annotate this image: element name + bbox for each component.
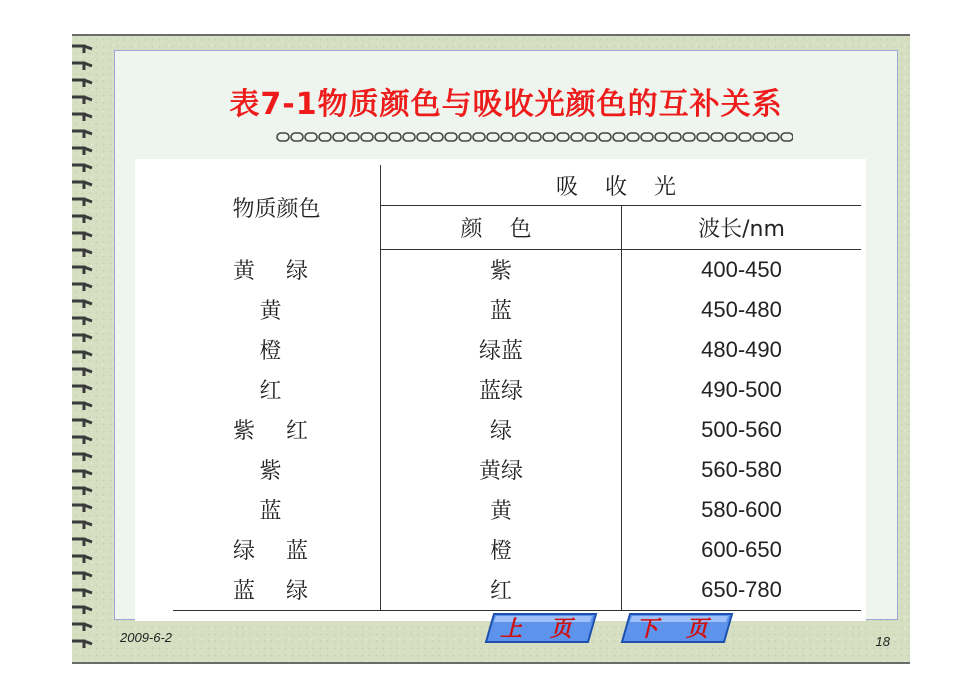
cell-material: 紫: [173, 450, 381, 490]
header-wavelength: 波长/nm: [622, 206, 862, 249]
cell-material: 蓝 绿: [173, 570, 381, 611]
cell-absorbed: 黄: [381, 490, 622, 530]
header-material-color: 物质颜色: [173, 165, 381, 249]
cell-wavelength: 500-560: [701, 416, 782, 442]
cell-material: 黄: [173, 290, 381, 330]
cell-absorbed: 红: [381, 570, 622, 611]
prev-page-button[interactable]: [484, 610, 598, 644]
cell-wavelength: 600-650: [701, 536, 782, 562]
cell-material: 紫 红: [173, 410, 381, 450]
table-row: [173, 570, 861, 611]
prev-page-label: 上 页: [500, 616, 582, 642]
slide-date: 2009-6-2: [120, 630, 173, 645]
page-number: 18: [875, 634, 890, 649]
table-row: [173, 450, 861, 490]
table-row: [173, 530, 861, 570]
cell-wavelength: 480-490: [701, 336, 782, 362]
slide: [72, 34, 910, 664]
cell-wavelength: 650-780: [622, 570, 862, 611]
cell-absorbed: 黄绿: [381, 450, 622, 490]
table-row: [173, 330, 861, 370]
header-absorbed-light: 吸 收 光: [381, 165, 862, 206]
next-page-button[interactable]: [620, 610, 734, 644]
cell-material: 黄 绿: [173, 249, 381, 290]
content-panel: [114, 50, 898, 620]
table-row: [173, 370, 861, 410]
cell-wavelength: 560-580: [701, 456, 782, 482]
cell-absorbed: 绿: [381, 410, 622, 450]
cell-material: 蓝: [173, 490, 381, 530]
cell-absorbed: 蓝: [381, 290, 622, 330]
cell-absorbed: 蓝绿: [381, 370, 622, 410]
cell-absorbed: 紫: [381, 249, 622, 290]
notebook-spiral-binding: [70, 36, 96, 662]
cell-material: 绿 蓝: [173, 530, 381, 570]
table-container: [135, 159, 866, 621]
cell-wavelength: 490-500: [701, 376, 782, 402]
slide-title: 表7-1物质颜色与吸收光颜色的互补关系: [229, 87, 783, 122]
table-row: [173, 290, 861, 330]
table-row: [173, 410, 861, 450]
color-complement-table: [173, 165, 861, 611]
cell-wavelength: 580-600: [701, 496, 782, 522]
table-row: [173, 490, 861, 530]
cell-material: 橙: [173, 330, 381, 370]
cell-absorbed: 橙: [381, 530, 622, 570]
cell-absorbed: 绿蓝: [381, 330, 622, 370]
cell-wavelength: 450-480: [701, 296, 782, 322]
chain-divider: [275, 131, 793, 143]
header-absorbed-color: 颜 色: [381, 206, 622, 249]
cell-wavelength: 400-450: [701, 256, 782, 282]
table-row: [173, 249, 861, 290]
next-page-label: 下 页: [636, 616, 718, 642]
cell-material: 红: [173, 370, 381, 410]
